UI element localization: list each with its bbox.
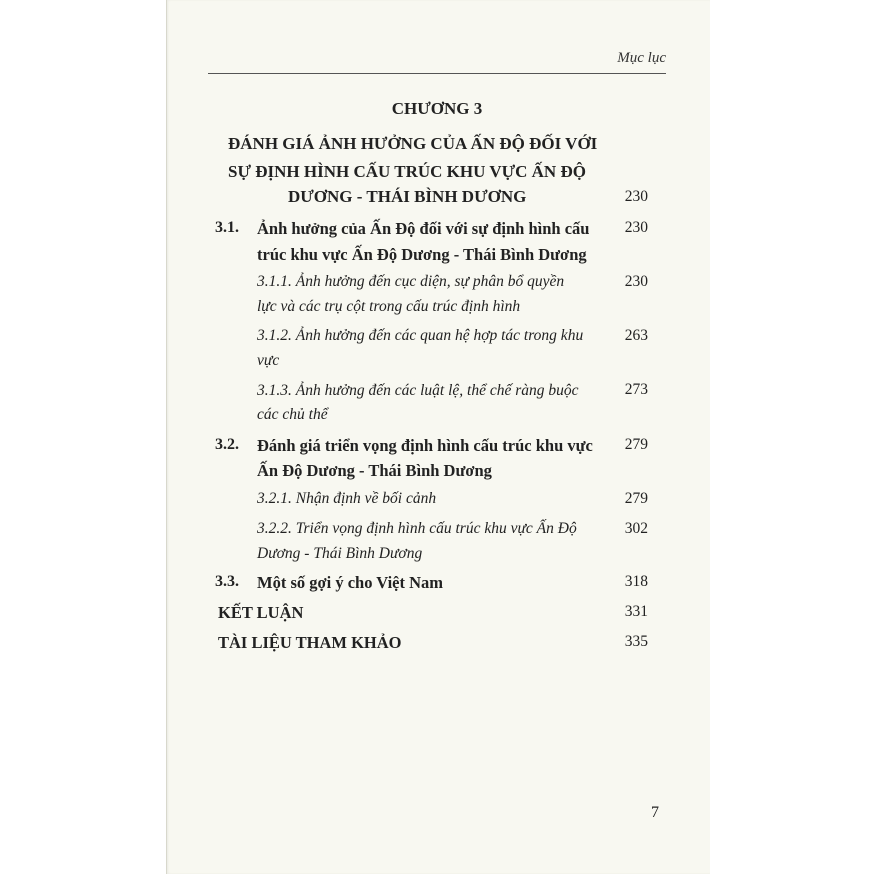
page-number: 7 [651,804,659,821]
running-header: Mục lục [617,50,666,66]
entry-title-line: Ảnh hưởng của Ấn Độ đối với sự định hình cấu [257,219,590,238]
entry-title-line: 3.2.1. Nhận định về bối cảnh [257,490,437,507]
entry-number: 3.1. [215,219,239,236]
entry-page: 318 [624,573,648,590]
entry-title-line: 3.2.2. Triển vọng định hình cấu trúc khu vực Ấn Độ [257,520,577,537]
entry-page: 230 [624,219,648,236]
entry-page: 230 [624,273,648,290]
references-title: TÀI LIỆU THAM KHẢO [218,633,402,652]
entry-title-line: 3.1.2. Ảnh hưởng đến các quan hệ hợp tác trong khu [257,327,584,344]
chapter-title-line-2: SỰ ĐỊNH HÌNH CẤU TRÚC KHU VỰC ẤN ĐỘ [228,162,586,181]
conclusion-title: KẾT LUẬN [218,603,304,622]
entry-title-line: Một số gợi ý cho Việt Nam [257,573,444,592]
entry-page: 273 [624,381,648,398]
entry-title-line: lực và các trụ cột trong cấu trúc định hình [257,298,521,315]
entry-title-line: Đánh giá triển vọng định hình cấu trúc khu vực [257,436,593,455]
entry-title-line: các chủ thể [257,406,328,423]
entry-number: 3.2. [215,436,239,453]
entry-page: 302 [624,520,648,537]
entry-page: 331 [624,603,648,620]
entry-page: 335 [624,633,648,650]
chapter-page: 230 [624,188,648,205]
chapter-title-line-1: ĐÁNH GIÁ ẢNH HƯỞNG CỦA ẤN ĐỘ ĐỐI VỚI [228,134,598,153]
entry-page: 279 [624,436,648,453]
entry-page: 263 [624,327,648,344]
entry-title-line: Dương - Thái Bình Dương [257,545,423,562]
chapter-title-line-3: DƯƠNG - THÁI BÌNH DƯƠNG [288,187,527,206]
header-rule [208,73,666,74]
entry-title-line: 3.1.1. Ảnh hưởng đến cục diện, sự phân bổ quyền [257,273,565,290]
page-edge [166,0,167,874]
chapter-label: CHƯƠNG 3 [391,99,483,118]
entry-title-line: 3.1.3. Ảnh hưởng đến các luật lệ, thể chế ràng buộc [257,382,579,399]
entry-title-line: trúc khu vực Ấn Độ Dương - Thái Bình Dương [257,245,587,264]
entry-page: 279 [624,490,648,507]
entry-number: 3.3. [215,573,239,590]
entry-title-line: Ấn Độ Dương - Thái Bình Dương [257,461,492,480]
entry-title-line: vực [257,352,280,369]
